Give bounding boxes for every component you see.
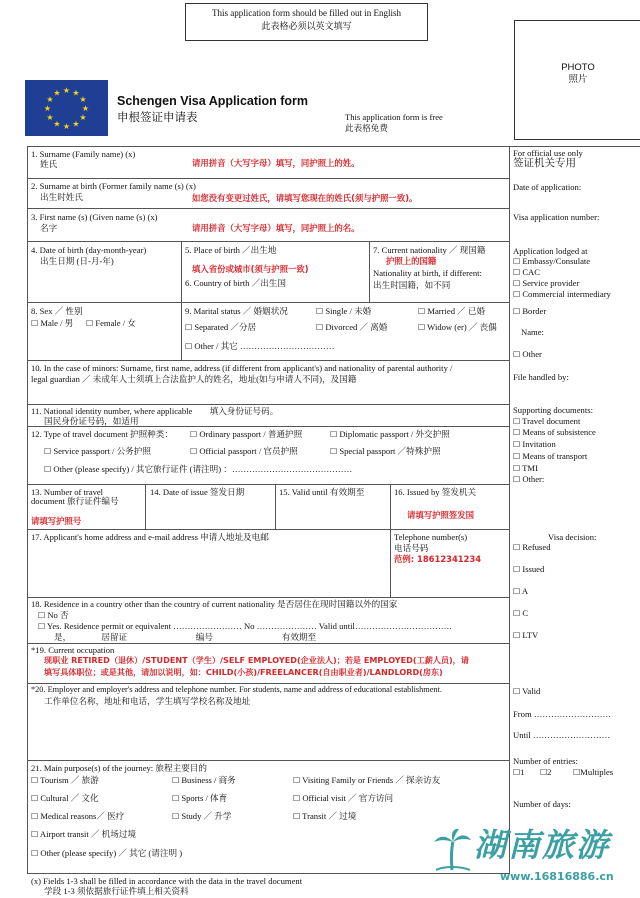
field-17-phone-hint[interactable]: 范例: 18612341234: [394, 554, 482, 564]
official-lodged-cac[interactable]: [513, 267, 540, 278]
svg-text:★: ★: [79, 95, 87, 104]
marital-other-label: Other / 其它 ……………………………: [194, 341, 335, 351]
purpose-medical-checkbox[interactable]: [31, 811, 124, 822]
checkbox-icon: ☐: [316, 323, 324, 332]
official-lodged-label: Application lodged at: [513, 246, 588, 256]
passport-special-label: Special passport ／特殊护照: [339, 446, 441, 456]
checkbox-icon: ☐: [513, 268, 521, 277]
field-7-label: 7. Current nationality ／ 现国籍: [373, 245, 486, 255]
purpose-airport-label: Airport transit ／ 机场过境: [39, 829, 137, 839]
official-supporting: Supporting documents:: [513, 405, 593, 415]
purpose-sports-label: Sports / 体育: [181, 793, 228, 803]
checkbox-icon: ☐: [513, 279, 521, 288]
official-days: Number of days:: [513, 799, 571, 809]
official-support-tmi-label: TMI: [522, 463, 538, 473]
official-lodged-service[interactable]: [513, 278, 579, 289]
purpose-official-label: Official visit ／ 官方访问: [302, 793, 394, 803]
official-support-transport[interactable]: [513, 451, 587, 462]
official-entries: Number of entries:: [513, 756, 578, 766]
field-4-label-cn: 出生日期 (日-月-年): [40, 256, 114, 266]
checkbox-icon: ☐: [513, 257, 521, 266]
field-19-hint-1[interactable]: 现职业 RETIRED（退休）/STUDENT（学生）/SELF EMPLOYED(企业法人)；若是 EMPLOYED(工薪人员)，请: [44, 655, 469, 665]
official-support-other-label: Other:: [522, 474, 545, 484]
purpose-transit-checkbox[interactable]: [293, 811, 356, 822]
checkbox-icon: ☐: [418, 323, 426, 332]
field-14-label: 14. Date of issue 签发日期: [150, 487, 245, 497]
checkbox-icon: ☐: [38, 611, 46, 620]
official-support-transport-label: Means of transport: [522, 451, 588, 461]
official-valid-from: From ………………………: [513, 709, 612, 719]
marital-separated-label: Separated ／分居: [194, 322, 257, 332]
purpose-other-checkbox[interactable]: [31, 848, 182, 859]
official-support-invitation-label: Invitation: [522, 439, 556, 449]
official-other-label: Other: [522, 349, 542, 359]
checkbox-icon: ☐: [513, 543, 521, 552]
marital-divorced-label: Divorced ／ 离婚: [325, 322, 388, 332]
field-19-hint-2[interactable]: 填写具体职位；或是其他，请加以说明，如：CHILD(小孩)/FREELANCER(自由职业者)/LANDLORD(房东): [44, 667, 443, 677]
marital-other-checkbox[interactable]: [185, 341, 334, 352]
marital-married-checkbox[interactable]: [418, 306, 485, 317]
checkbox-icon: ☐: [513, 290, 521, 299]
svg-text:★: ★: [81, 104, 90, 113]
english-notice-en: This application form should be filled out in English: [212, 8, 401, 18]
official-lodged-commercial[interactable]: [513, 289, 611, 300]
official-support-travel-label: Travel document: [522, 416, 581, 426]
checkbox-icon: ☐: [44, 447, 52, 456]
photo-label-en: PHOTO: [561, 62, 595, 73]
official-valid-until: Until ………………………: [513, 730, 611, 740]
passport-diplomatic-checkbox[interactable]: [330, 429, 450, 440]
field-19-label: *19. Current occupation: [31, 645, 115, 655]
field-6-label: 6. Country of birth ／出生国: [185, 278, 286, 288]
sex-male-label: Male / 男: [40, 318, 74, 328]
footer-note-en: (x) Fields 1-3 shall be filled in accordance with the data in the travel document: [31, 876, 303, 886]
purpose-study-checkbox[interactable]: [172, 811, 231, 822]
official-entry-multiple-label: Multiples: [580, 767, 614, 777]
official-support-other[interactable]: [513, 474, 544, 485]
footer-note-cn: 学段 1-3 须依据旅行证件填上相关资料: [44, 886, 189, 896]
field-21-label: 21. Main purpose(s) of the journey: 旅程主要目的: [31, 763, 207, 773]
official-lodged-embassy-label: Embassy/Consulate: [522, 256, 591, 266]
svg-text:★: ★: [62, 86, 71, 95]
checkbox-icon: ☐: [38, 622, 46, 631]
passport-ordinary-checkbox[interactable]: [190, 429, 302, 440]
official-valid[interactable]: [513, 686, 540, 697]
marital-married-label: Married ／ 已婚: [427, 306, 486, 316]
field-3-hint[interactable]: 请用拼音（大写字母）填写，同护照上的名。: [192, 223, 360, 233]
watermark-text: 湖南旅游: [474, 826, 611, 864]
official-lodged-embassy[interactable]: [513, 256, 590, 267]
marital-widow-checkbox[interactable]: [418, 322, 497, 333]
residence-yes-label: Yes. Residence permit or equivalent …………………… No ………………… Valid until…………………………….: [47, 621, 452, 631]
purpose-other-label: Other (please specify) ／ 其它 (请注明 ): [40, 848, 183, 858]
residence-no-label: No 否: [47, 610, 69, 620]
official-visa-number: Visa application number:: [513, 212, 600, 222]
field-13-label: 13. Number of travel: [31, 487, 104, 497]
official-entry-2[interactable]: [540, 767, 551, 778]
passport-official-checkbox[interactable]: [190, 446, 298, 457]
field-11-label-en: 11. National identity number, where applicable: [31, 406, 193, 416]
marital-separated-checkbox[interactable]: [185, 322, 256, 333]
marital-single-checkbox[interactable]: [316, 306, 371, 317]
residence-no-checkbox[interactable]: [38, 610, 69, 621]
eu-flag-logo: [25, 80, 108, 136]
official-entry-2-label: 2: [547, 767, 552, 777]
form-title-cn: 申根签证申请表: [117, 110, 198, 124]
checkbox-icon: ☐: [513, 768, 521, 777]
checkbox-icon: ☐: [31, 776, 39, 785]
checkbox-icon: ☐: [573, 768, 581, 777]
field-7-hint[interactable]: 护照上的国籍: [386, 256, 437, 266]
official-lodged-commercial-label: Commercial intermediary: [522, 289, 611, 299]
purpose-tourism-label: Tourism ／ 旅游: [40, 775, 99, 785]
purpose-transit-label: Transit ／ 过境: [302, 811, 357, 821]
field-7-birth-label: Nationality at birth, if different:: [373, 268, 482, 278]
official-visa-decision: Visa decision:: [548, 532, 597, 542]
field-2-label-cn: 出生时姓氏: [40, 192, 83, 202]
official-support-travel[interactable]: [513, 416, 580, 427]
checkbox-icon: ☐: [513, 428, 521, 437]
field-1-hint[interactable]: 请用拼音（大写字母）填写，同护照上的姓。: [192, 158, 360, 168]
checkbox-icon: ☐: [185, 323, 193, 332]
checkbox-icon: ☐: [418, 307, 426, 316]
field-5-label: 5. Place of birth ／出生地: [185, 245, 277, 255]
checkbox-icon: ☐: [330, 447, 338, 456]
field-16-hint[interactable]: 请填写护照签发国: [407, 510, 474, 520]
field-9-label: 9. Marital status ／ 婚姻状况: [185, 306, 288, 316]
field-16-label: 16. Issued by 签发机关: [394, 487, 477, 497]
checkbox-icon: ☐: [293, 794, 301, 803]
official-handled: File handled by:: [513, 372, 569, 382]
official-type-ltv[interactable]: [513, 630, 538, 641]
svg-text:★: ★: [62, 122, 71, 131]
field-13-label-2: document 旅行证件编号: [31, 496, 119, 506]
checkbox-icon: ☐: [513, 452, 521, 461]
purpose-study-label: Study ／ 升学: [181, 811, 232, 821]
field-15-label: 15. Valid until 有效期至: [279, 487, 365, 497]
svg-text:★: ★: [72, 88, 80, 98]
english-notice-box: [185, 3, 428, 41]
passport-other-checkbox[interactable]: [44, 464, 352, 475]
palm-tree-icon: [432, 828, 472, 872]
checkbox-icon: ☐: [31, 812, 39, 821]
svg-text:★: ★: [72, 119, 80, 129]
checkbox-icon: ☐: [190, 447, 198, 456]
checkbox-icon: ☐: [513, 440, 521, 449]
official-refused-label: Refused: [522, 542, 551, 552]
eu-stars-icon: [25, 80, 108, 136]
passport-special-checkbox[interactable]: [330, 446, 441, 457]
sex-male-checkbox[interactable]: [31, 318, 73, 329]
purpose-cultural-checkbox[interactable]: [31, 793, 99, 804]
purpose-business-checkbox[interactable]: [172, 775, 236, 786]
official-issued[interactable]: [513, 564, 544, 575]
checkbox-icon: ☐: [31, 849, 39, 858]
field-20-label-cn: 工作单位名称，地址和电话，学生填写学校名称及地址: [44, 696, 251, 706]
residence-yes-label-cn: 是， 居留证 编号 有效期至: [54, 632, 317, 642]
official-type-c-label: C: [522, 608, 529, 618]
svg-text:★: ★: [46, 95, 54, 104]
checkbox-icon: ☐: [316, 307, 324, 316]
free-notice-cn: 此表格免费: [345, 123, 388, 133]
residence-yes-checkbox[interactable]: [38, 621, 452, 632]
checkbox-icon: ☐: [44, 465, 52, 474]
checkbox-icon: ☐: [513, 417, 521, 426]
field-17-phone-label: Telephone number(s): [394, 532, 468, 542]
field-1-label-cn: 姓氏: [40, 159, 58, 169]
official-support-invitation[interactable]: [513, 439, 556, 450]
field-20-label: *20. Employer and employer's address and telephone number. For students, name and address of educational establishment.: [31, 685, 442, 694]
field-2-hint[interactable]: 如您没有变更过姓氏，请填写您现在的姓氏(须与护照一致)。: [192, 193, 418, 203]
passport-service-checkbox[interactable]: [44, 446, 151, 457]
official-support-subsistence-label: Means of subsistence: [522, 427, 596, 437]
field-12-label: 12. Type of travel document 护照种类：: [31, 429, 173, 439]
official-entry-1-label: 1: [520, 767, 525, 777]
marital-divorced-checkbox[interactable]: [316, 322, 387, 333]
field-10-label-2: legal guardian ／ 未成年人士须填上合法监护人的姓名，地址(如与申请人不同)，及国籍: [31, 374, 357, 384]
checkbox-icon: ☐: [513, 475, 521, 484]
checkbox-icon: ☐: [513, 687, 521, 696]
form-title-en: Schengen Visa Application form: [117, 94, 309, 108]
marital-widow-label: Widow (er) ／ 丧偶: [427, 322, 497, 332]
photo-box[interactable]: [514, 20, 640, 140]
passport-official-label: Official passport / 官员护照: [199, 446, 298, 456]
official-type-a-label: A: [521, 586, 529, 596]
official-entry-multiple[interactable]: [573, 767, 613, 778]
field-17-label: 17. Applicant's home address and e-mail address 申请人地址及电邮: [31, 532, 269, 542]
official-lodged-service-label: Service provider: [522, 278, 580, 288]
official-title-en: For official use only: [513, 148, 583, 158]
purpose-medical-label: Medical reasons／ 医疗: [40, 811, 125, 821]
official-other[interactable]: [513, 349, 542, 360]
checkbox-icon: ☐: [513, 307, 521, 316]
field-17-phone-label-cn: 电话号码: [394, 543, 429, 553]
field-8-label: 8. Sex ／ 性别: [31, 306, 83, 316]
official-valid-label: Valid: [522, 686, 541, 696]
official-type-c[interactable]: [513, 608, 528, 619]
official-type-ltv-label: LTV: [522, 630, 539, 640]
official-support-tmi[interactable]: [513, 463, 538, 474]
checkbox-icon: ☐: [190, 430, 198, 439]
watermark-url: www.16816886.cn: [500, 870, 614, 883]
official-support-subsistence[interactable]: [513, 427, 596, 438]
passport-ordinary-label: Ordinary passport / 普通护照: [199, 429, 303, 439]
svg-text:★: ★: [53, 88, 61, 98]
sex-female-label: Female / 女: [95, 318, 136, 328]
field-7-birth-label-cn: 出生时国籍，如不同: [373, 280, 451, 290]
checkbox-icon: ☐: [293, 812, 301, 821]
purpose-cultural-label: Cultural ／ 文化: [40, 793, 99, 803]
checkbox-icon: ☐: [172, 776, 180, 785]
official-issued-label: Issued: [522, 564, 545, 574]
checkbox-icon: ☐: [86, 319, 94, 328]
official-title-cn: 签证机关专用: [513, 158, 576, 169]
checkbox-icon: ☐: [513, 350, 521, 359]
purpose-business-label: Business / 商务: [181, 775, 236, 785]
checkbox-icon: ☐: [185, 342, 193, 351]
field-10-label: 10. In the case of minors: Surname, first name, address (if different from applicant's) and nationality of parental authority /: [31, 363, 453, 373]
official-entry-1[interactable]: [513, 767, 524, 778]
official-date-application: Date of application:: [513, 182, 582, 192]
checkbox-icon: ☐: [540, 768, 548, 777]
checkbox-icon: ☐: [31, 794, 39, 803]
svg-text:★: ★: [79, 113, 87, 122]
purpose-tourism-checkbox[interactable]: [31, 775, 99, 786]
purpose-visiting-label: Visiting Family or Friends ／ 探亲访友: [302, 775, 441, 785]
marital-single-label: Single / 未婚: [325, 306, 372, 316]
passport-other-label: Other (please specify) / 其它旅行证件 (请注明) ：……………………………………: [53, 464, 353, 474]
checkbox-icon: ☐: [513, 631, 521, 640]
checkbox-icon: ☐: [31, 830, 39, 839]
checkbox-icon: ☐: [513, 587, 521, 596]
checkbox-icon: ☐: [513, 609, 521, 618]
field-11-label: [31, 406, 278, 416]
official-border[interactable]: [513, 306, 546, 317]
watermark-logo: [432, 826, 638, 894]
english-notice-cn: 此表格必须以英文填写: [261, 21, 352, 31]
official-name: Name:: [521, 327, 544, 337]
field-11-label-cn: 国民身份证号码，如适用: [44, 416, 139, 426]
field-5-hint[interactable]: 填入省份或城市(须与护照一致): [192, 264, 309, 274]
purpose-official-checkbox[interactable]: [293, 793, 393, 804]
free-notice-en: This application form is free: [345, 112, 443, 122]
checkbox-icon: ☐: [293, 776, 301, 785]
field-13-hint[interactable]: 请填写护照号: [31, 516, 82, 526]
checkbox-icon: ☐: [330, 430, 338, 439]
checkbox-icon: ☐: [513, 565, 521, 574]
svg-text:★: ★: [46, 113, 54, 122]
field-1-label: 1. Surname (Family name) (x): [31, 149, 136, 159]
checkbox-icon: ☐: [172, 794, 180, 803]
official-column-divider: [509, 146, 510, 874]
svg-text:★: ★: [53, 119, 61, 129]
field-11-hint-cn: 填入身份证号码。: [209, 406, 279, 416]
checkbox-icon: ☐: [513, 464, 521, 473]
field-18-label: 18. Residence in a country other than the country of current nationality 是否居住在现时国籍以外的国家: [31, 599, 398, 609]
purpose-airport-checkbox[interactable]: [31, 829, 136, 840]
checkbox-icon: ☐: [172, 812, 180, 821]
purpose-visiting-checkbox[interactable]: [293, 775, 440, 786]
field-2-label: 2. Surname at birth (Former family name (s) (x): [31, 181, 196, 191]
purpose-sports-checkbox[interactable]: [172, 793, 227, 804]
photo-label-cn: 照片: [568, 75, 588, 85]
official-refused[interactable]: [513, 542, 551, 553]
field-4-label: 4. Date of birth (day-month-year): [31, 245, 147, 255]
passport-diplomatic-label: Diplomatic passport / 外交护照: [339, 429, 450, 439]
field-3-label-cn: 名字: [40, 223, 58, 233]
sex-female-checkbox[interactable]: [86, 318, 136, 329]
official-lodged-cac-label: CAC: [522, 267, 540, 277]
svg-text:★: ★: [43, 104, 52, 113]
official-type-a[interactable]: [513, 586, 528, 597]
field-3-label: 3. First name (s) (Given name (s) (x): [31, 212, 158, 222]
passport-service-label: Service passport / 公务护照: [53, 446, 151, 456]
checkbox-icon: ☐: [31, 319, 39, 328]
official-border-label: Border: [522, 306, 547, 316]
